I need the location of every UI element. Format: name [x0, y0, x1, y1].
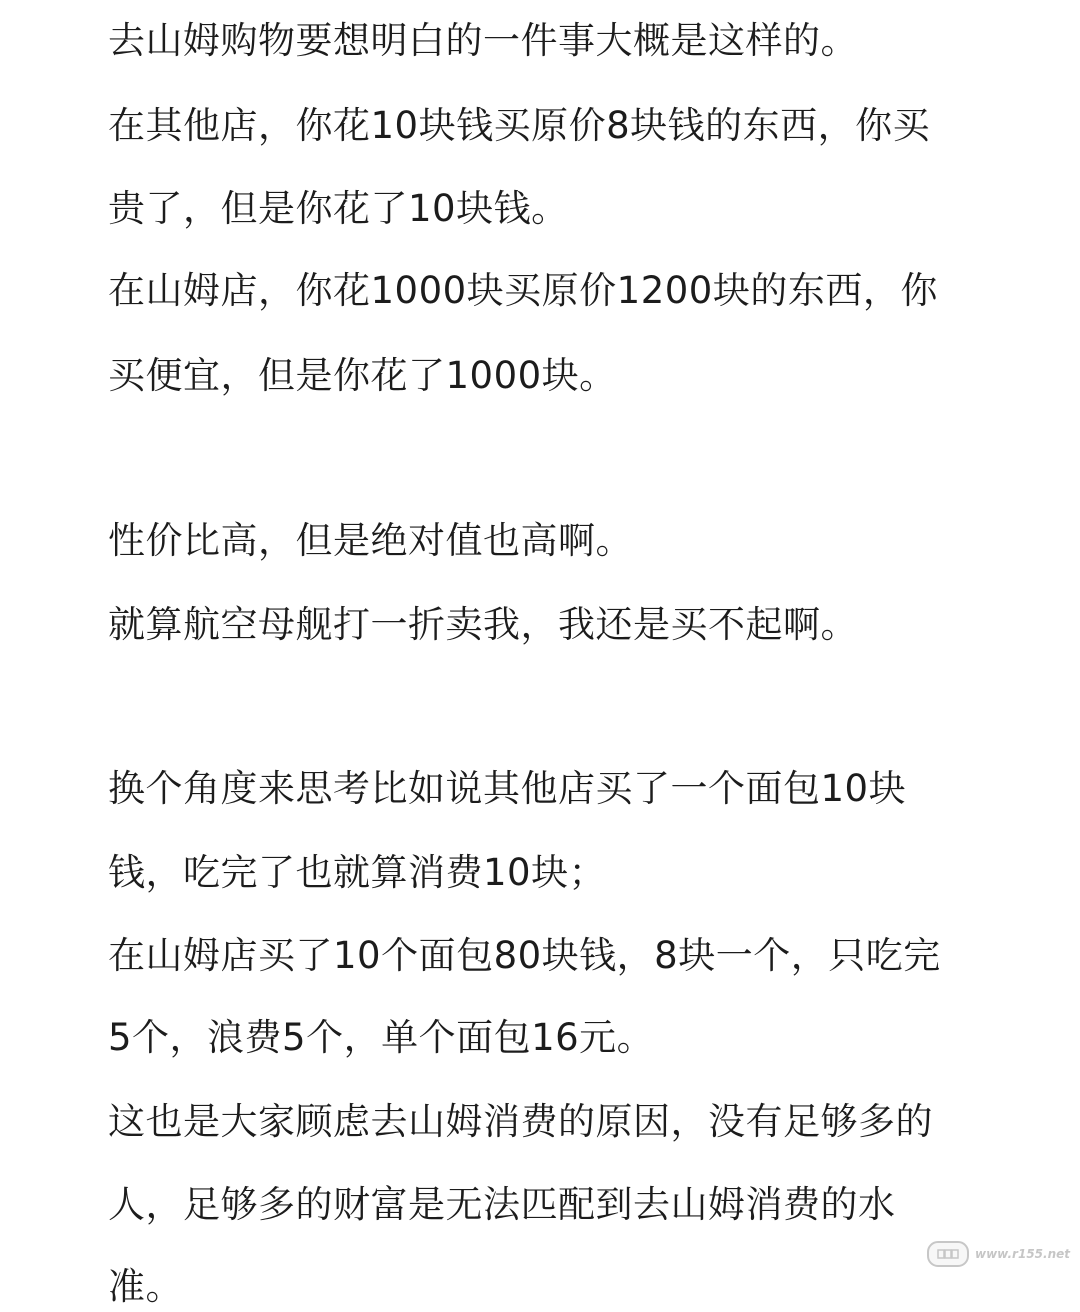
site-watermark	[927, 1241, 1070, 1267]
article-line-6: 性价比高，但是绝对值也高啊。	[108, 519, 633, 562]
article-line-10: 在山姆店买了10个面包80块钱，8块一个，只吃完	[108, 934, 941, 977]
article-line-4: 在山姆店，你花1000块买原价1200块的东西，你	[108, 269, 938, 312]
article-line-2: 在其他店，你花10块钱买原价8块钱的东西，你买	[108, 104, 931, 147]
article-line-5: 买便宜，但是你花了1000块。	[108, 354, 617, 397]
article-line-13: 人，足够多的财富是无法匹配到去山姆消费的水	[108, 1183, 896, 1226]
article-line-14: 准。	[108, 1265, 183, 1308]
article-line-11: 5个，浪费5个，单个面包16元。	[108, 1016, 655, 1059]
article-line-9: 钱，吃完了也就算消费10块；	[108, 851, 607, 894]
watermark-logo-icon	[927, 1241, 969, 1267]
article-line-1: 去山姆购物要想明白的一件事大概是这样的。	[108, 19, 858, 62]
article-line-3: 贵了，但是你花了10块钱。	[108, 187, 569, 230]
watermark-text: www.r155.net	[975, 1247, 1070, 1261]
article-line-7: 就算航空母舰打一折卖我，我还是买不起啊。	[108, 603, 858, 646]
article-line-12: 这也是大家顾虑去山姆消费的原因，没有足够多的	[108, 1100, 933, 1143]
article-line-8: 换个角度来思考比如说其他店买了一个面包10块	[108, 767, 907, 810]
